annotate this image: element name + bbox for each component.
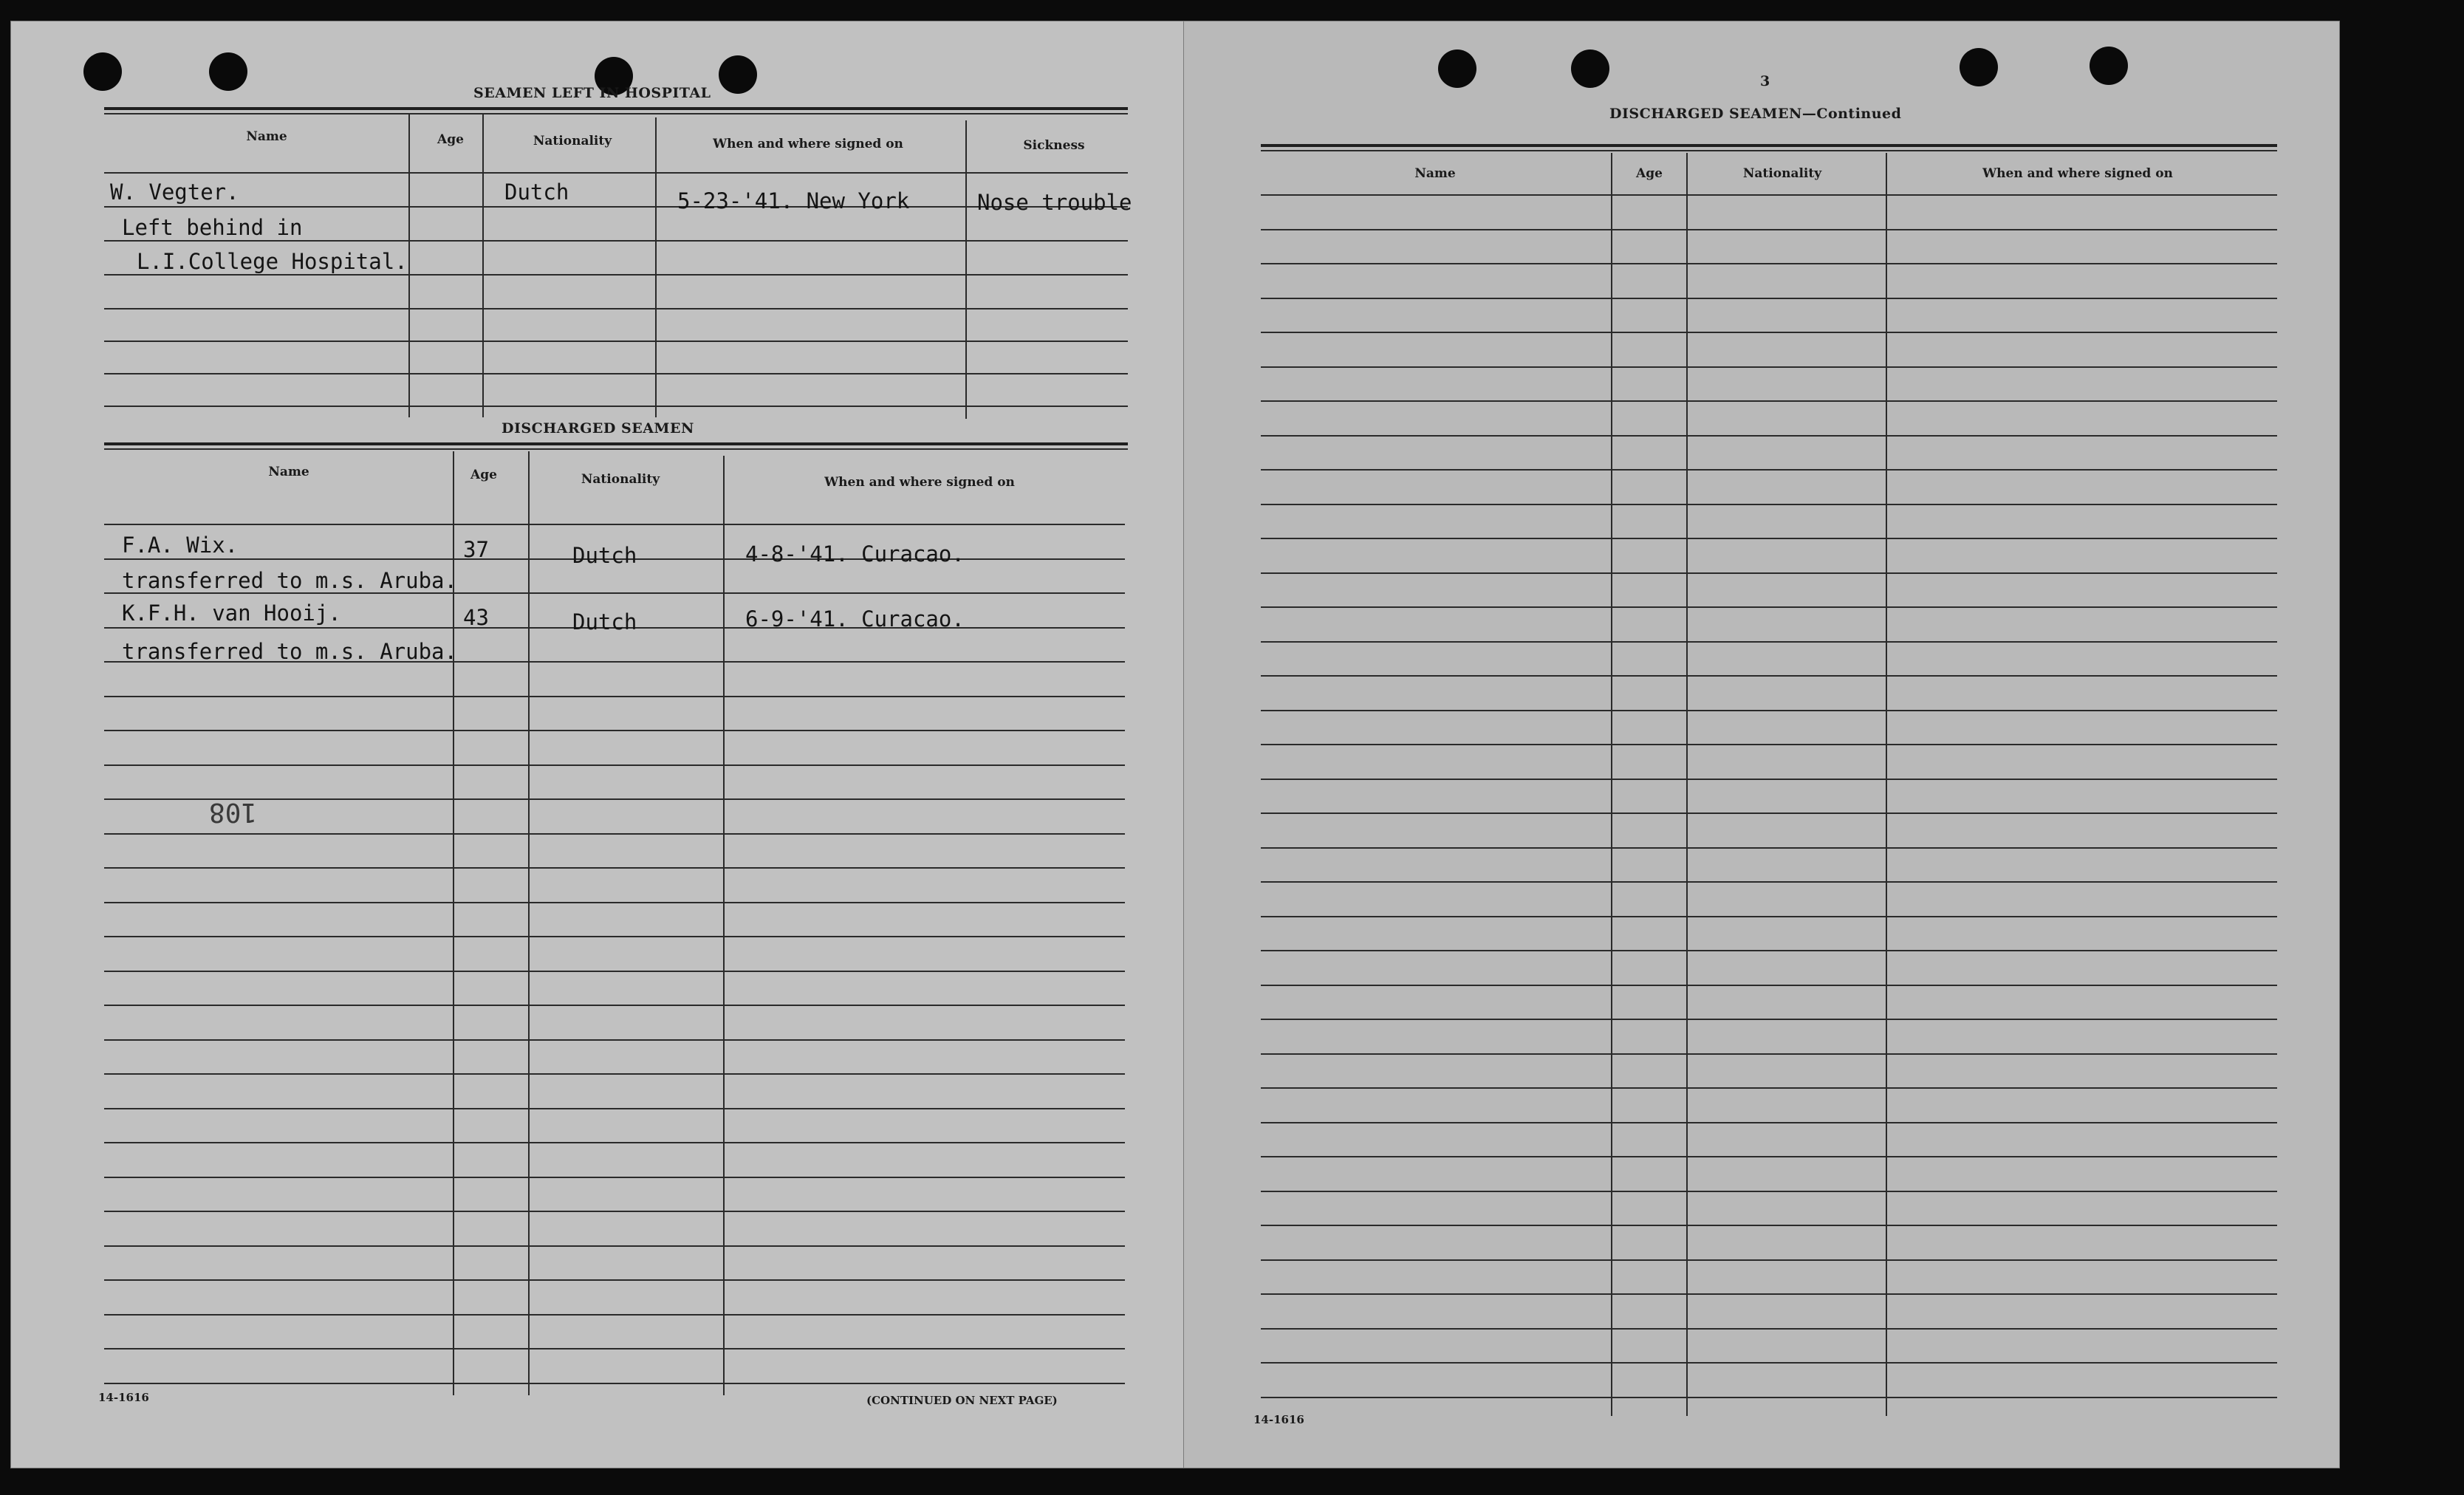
hospital-section-title: SEAMEN LEFT IN HOSPITAL xyxy=(473,85,711,101)
punch-hole xyxy=(1571,49,1609,88)
column-header-name: Name xyxy=(1414,166,1456,181)
table-rule xyxy=(1261,1225,2277,1226)
column-header-nationality: Nationality xyxy=(533,134,612,148)
table-rule xyxy=(104,798,1125,800)
punch-hole xyxy=(2090,47,2128,85)
table-rule xyxy=(104,1108,1125,1109)
rule xyxy=(104,442,1128,445)
table-rule xyxy=(104,1073,1125,1075)
hospital-entry-name-line: L.I.College Hospital. xyxy=(137,249,408,274)
column-header-sickness: Sickness xyxy=(1023,138,1085,153)
rule xyxy=(104,206,1128,208)
form-number: 14-1616 xyxy=(98,1391,149,1404)
discharged-entry-age: 43 xyxy=(463,605,489,630)
table-rule xyxy=(1261,1122,2277,1123)
table-rule xyxy=(104,1383,1125,1384)
table-rule xyxy=(1261,1019,2277,1020)
column-header-age: Age xyxy=(470,468,497,482)
table-rule xyxy=(104,764,1125,766)
column-header-signed-on: When and where signed on xyxy=(824,475,1015,490)
rule xyxy=(104,274,1128,276)
discharged-entry-name: K.F.H. van Hooij. xyxy=(122,601,341,626)
rule xyxy=(104,308,1128,309)
table-rule xyxy=(1261,435,2277,437)
column-divider xyxy=(408,114,410,417)
discharged-entry-nationality: Dutch xyxy=(572,543,637,568)
column-divider xyxy=(482,114,484,417)
table-rule xyxy=(1261,332,2277,333)
column-header-age: Age xyxy=(437,132,464,147)
table-rule xyxy=(1261,812,2277,814)
column-divider xyxy=(1886,153,1887,1416)
right-page xyxy=(1183,21,2340,1468)
table-rule xyxy=(1261,298,2277,299)
table-rule xyxy=(1261,1397,2277,1398)
rule xyxy=(104,113,1128,114)
stamped-number: 108 xyxy=(209,797,258,827)
table-rule xyxy=(1261,1053,2277,1055)
discharged-section-title: DISCHARGED SEAMEN xyxy=(502,420,694,437)
hospital-entry-signed-on: 5-23-'41. New York xyxy=(677,188,910,213)
rule xyxy=(104,448,1128,450)
table-rule xyxy=(1261,916,2277,917)
table-rule xyxy=(1261,1156,2277,1157)
form-number: 14-1616 xyxy=(1253,1413,1304,1426)
table-rule xyxy=(104,902,1125,903)
hospital-entry-nationality: Dutch xyxy=(504,179,569,205)
rule xyxy=(104,240,1128,242)
column-divider xyxy=(1686,153,1688,1416)
punch-hole xyxy=(719,55,757,94)
table-rule xyxy=(104,730,1125,731)
table-rule xyxy=(104,1005,1125,1006)
table-rule xyxy=(1261,675,2277,677)
table-rule xyxy=(104,696,1125,697)
column-header-age: Age xyxy=(1636,166,1663,181)
punch-hole xyxy=(1438,49,1476,88)
table-rule xyxy=(1261,194,2277,196)
rule xyxy=(104,341,1128,342)
column-header-signed-on: When and where signed on xyxy=(1982,166,2173,181)
left-page xyxy=(10,21,1185,1468)
table-rule xyxy=(1261,229,2277,230)
column-header-signed-on: When and where signed on xyxy=(713,137,903,151)
table-rule xyxy=(104,833,1125,835)
discharged-entry-note: transferred to m.s. Aruba. xyxy=(122,568,457,593)
table-rule xyxy=(1261,1362,2277,1364)
table-rule xyxy=(104,1039,1125,1041)
column-divider xyxy=(723,456,725,1395)
table-rule xyxy=(1261,469,2277,471)
table-rule xyxy=(1261,572,2277,574)
column-header-name: Name xyxy=(246,129,287,144)
table-rule xyxy=(1261,744,2277,745)
table-rule xyxy=(104,936,1125,937)
table-rule xyxy=(104,1348,1125,1349)
discharged-entry-note: transferred to m.s. Aruba. xyxy=(122,639,457,664)
table-rule xyxy=(1261,366,2277,368)
table-rule xyxy=(1261,710,2277,711)
rule xyxy=(104,406,1128,407)
table-rule xyxy=(104,1314,1125,1316)
page-number: 3 xyxy=(1760,73,1770,89)
rule xyxy=(1261,150,2277,151)
discharged-continued-title: DISCHARGED SEAMEN—Continued xyxy=(1609,106,1902,122)
table-rule xyxy=(1261,504,2277,505)
punch-hole xyxy=(1960,48,1998,86)
continued-footer: (CONTINUED ON NEXT PAGE) xyxy=(866,1394,1058,1407)
table-rule xyxy=(1261,881,2277,883)
table-rule xyxy=(104,1142,1125,1143)
punch-hole xyxy=(83,52,122,91)
table-rule xyxy=(104,1211,1125,1212)
column-header-nationality: Nationality xyxy=(581,472,660,487)
table-rule xyxy=(1261,779,2277,780)
discharged-entry-name: F.A. Wix. xyxy=(122,533,239,558)
table-rule xyxy=(1261,1087,2277,1089)
table-rule xyxy=(1261,606,2277,608)
hospital-entry-name-line: Left behind in xyxy=(122,215,303,240)
table-rule xyxy=(1261,538,2277,539)
table-rule xyxy=(1261,263,2277,264)
discharged-entry-age: 37 xyxy=(463,537,489,562)
discharged-entry-signed-on: 6-9-'41. Curacao. xyxy=(745,606,965,632)
table-rule xyxy=(104,971,1125,972)
table-rule xyxy=(1261,847,2277,849)
table-rule xyxy=(1261,950,2277,951)
table-rule xyxy=(104,1177,1125,1178)
table-rule xyxy=(1261,1259,2277,1261)
table-rule xyxy=(104,524,1125,525)
table-rule xyxy=(1261,1328,2277,1330)
table-rule xyxy=(1261,1191,2277,1192)
rule xyxy=(1261,144,2277,147)
rule xyxy=(104,373,1128,374)
rule xyxy=(104,172,1128,174)
discharged-entry-nationality: Dutch xyxy=(572,609,637,634)
table-rule xyxy=(104,867,1125,869)
table-rule xyxy=(1261,400,2277,402)
table-rule xyxy=(1261,641,2277,643)
column-header-name: Name xyxy=(268,465,309,479)
hospital-entry-sickness: Nose trouble xyxy=(977,190,1132,215)
table-rule xyxy=(104,1279,1125,1281)
punch-hole xyxy=(209,52,247,91)
rule xyxy=(104,107,1128,110)
discharged-entry-signed-on: 4-8-'41. Curacao. xyxy=(745,541,965,567)
column-header-nationality: Nationality xyxy=(1742,166,1822,181)
table-rule xyxy=(1261,985,2277,986)
table-rule xyxy=(104,1245,1125,1247)
column-divider xyxy=(1611,153,1612,1416)
hospital-entry-name-line: W. Vegter. xyxy=(110,179,239,205)
table-rule xyxy=(1261,1293,2277,1295)
